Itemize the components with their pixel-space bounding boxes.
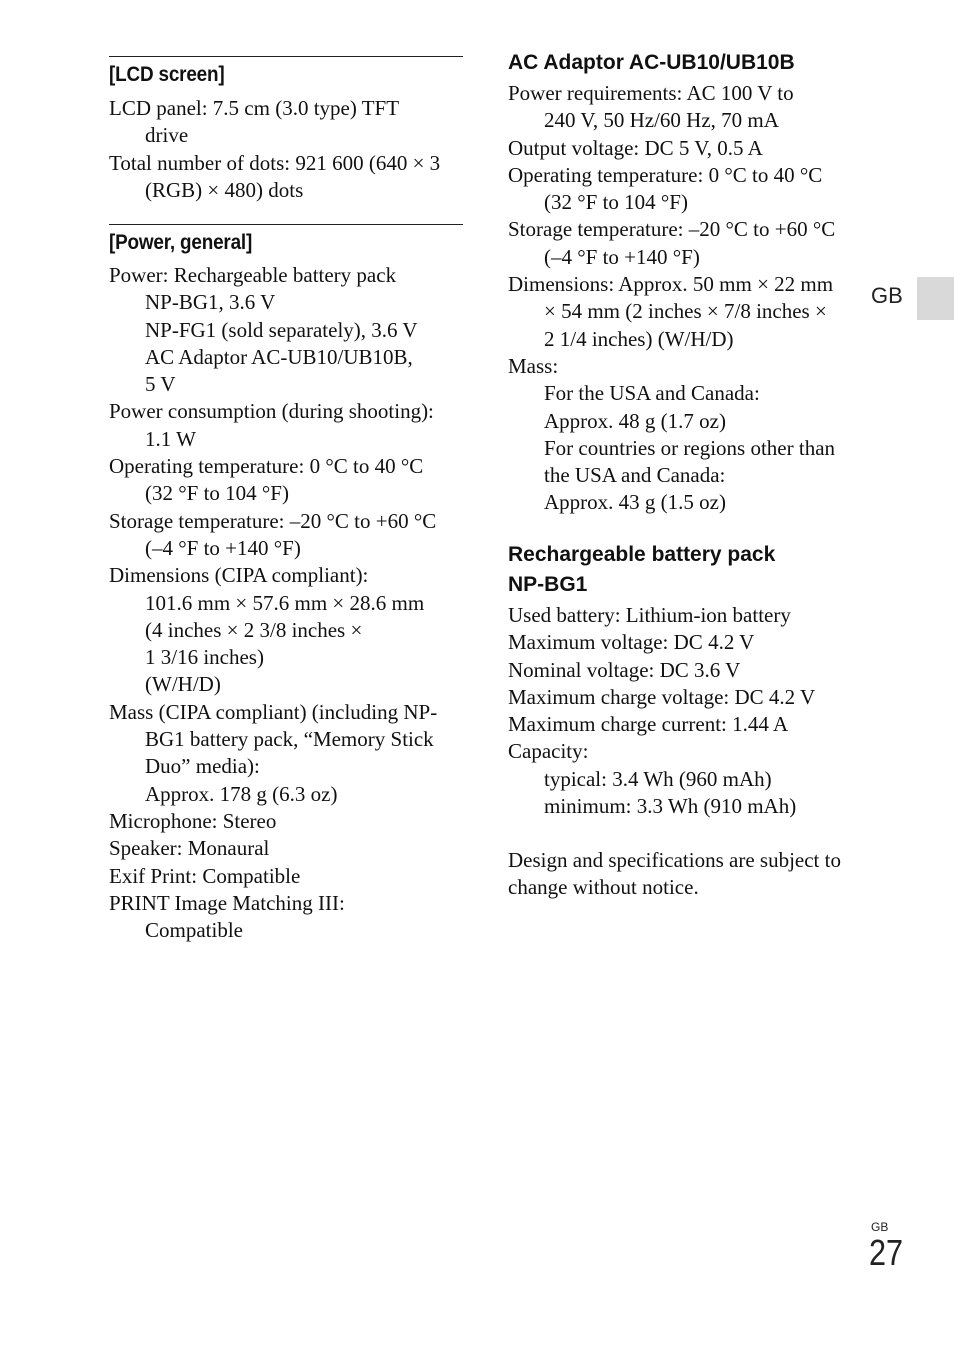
spec-line: Power consumption (during shooting): — [109, 399, 434, 424]
spec-line: Capacity: — [508, 739, 589, 764]
spec-line: Total number of dots: 921 600 (640 × 3 — [109, 150, 441, 175]
spec-line: (32 °F to 104 °F) — [145, 481, 289, 506]
spec-line: BG1 battery pack, “Memory Stick — [145, 727, 434, 752]
spec-line: AC Adaptor AC-UB10/UB10B, — [145, 344, 413, 369]
spec-line: Maximum charge voltage: DC 4.2 V — [508, 684, 816, 709]
lcd-screen-heading: [LCD screen] — [109, 63, 225, 86]
section-divider — [109, 56, 463, 57]
spec-line: Power requirements: AC 100 V to — [508, 81, 794, 105]
battery-pack-specs — [508, 602, 860, 820]
spec-line: 101.6 mm × 57.6 mm × 28.6 mm — [145, 590, 425, 615]
language-tab-label: GB — [871, 283, 903, 308]
notice-line: change without notice. — [508, 875, 699, 900]
spec-line: minimum: 3.3 Wh (910 mAh) — [544, 794, 797, 819]
spec-line: 1.1 W — [145, 426, 196, 451]
spec-line: Mass (CIPA compliant) (including NP- — [109, 699, 438, 724]
spec-line: (32 °F to 104 °F) — [544, 190, 688, 215]
spec-line: 1 3/16 inches) — [145, 645, 264, 670]
spec-line: the USA and Canada: — [544, 463, 726, 488]
battery-pack-heading-line: Rechargeable battery pack — [508, 543, 776, 566]
spec-line: Maximum charge current: 1.44 A — [508, 712, 789, 737]
spec-line: (–4 °F to +140 °F) — [544, 244, 700, 269]
spec-line: Approx. 43 g (1.5 oz) — [544, 490, 726, 515]
spec-line: Approx. 178 g (6.3 oz) — [145, 781, 338, 806]
page-number: 27 — [869, 1232, 904, 1273]
language-tab-marker — [917, 277, 954, 320]
spec-line: (–4 °F to +140 °F) — [145, 535, 301, 560]
ac-adaptor-heading: AC Adaptor AC-UB10/UB10B — [508, 51, 795, 74]
spec-line: Storage temperature: –20 °C to +60 °C — [109, 508, 437, 533]
battery-pack-heading-line: NP-BG1 — [508, 573, 588, 596]
power-general-specs — [109, 262, 463, 944]
spec-line: Output voltage: DC 5 V, 0.5 A — [508, 135, 763, 160]
spec-line: Approx. 48 g (1.7 oz) — [544, 408, 726, 433]
spec-line: Operating temperature: 0 °C to 40 °C — [508, 162, 823, 187]
spec-line: Used battery: Lithium-ion battery — [508, 603, 791, 627]
spec-line: Exif Print: Compatible — [109, 863, 301, 888]
lcd-screen-specs — [109, 95, 463, 204]
spec-line: Storage temperature: –20 °C to +60 °C — [508, 217, 836, 242]
ac-adaptor-specs — [508, 80, 860, 517]
spec-line: Nominal voltage: DC 3.6 V — [508, 657, 741, 682]
spec-line: × 54 mm (2 inches × 7/8 inches × — [544, 299, 827, 324]
spec-line: 5 V — [145, 372, 176, 397]
spec-line: Duo” media): — [145, 754, 260, 779]
page-region-code: GB — [871, 1220, 889, 1234]
spec-line: Maximum voltage: DC 4.2 V — [508, 630, 755, 655]
spec-line: For the USA and Canada: — [544, 381, 760, 406]
spec-line: (W/H/D) — [145, 672, 221, 697]
spec-line: NP-FG1 (sold separately), 3.6 V — [145, 317, 418, 342]
spec-line: drive — [145, 123, 189, 148]
notice-line: Design and specifications are subject to — [508, 848, 841, 872]
spec-line: For countries or regions other than — [544, 435, 836, 460]
spec-line: Power: Rechargeable battery pack — [109, 263, 397, 287]
spec-line: LCD panel: 7.5 cm (3.0 type) TFT — [109, 96, 400, 120]
spec-line: (RGB) × 480) dots — [145, 177, 304, 202]
power-general-heading: [Power, general] — [109, 231, 253, 254]
spec-line: Compatible — [145, 918, 243, 943]
spec-line: 240 V, 50 Hz/60 Hz, 70 mA — [544, 108, 779, 133]
spec-line: Dimensions (CIPA compliant): — [109, 563, 369, 588]
spec-line: PRINT Image Matching III: — [109, 890, 345, 915]
specification-notice — [508, 847, 860, 902]
spec-line: Dimensions: Approx. 50 mm × 22 mm — [508, 272, 834, 297]
spec-line: Speaker: Monaural — [109, 836, 270, 861]
spec-line: typical: 3.4 Wh (960 mAh) — [544, 766, 772, 791]
spec-line: 2 1/4 inches) (W/H/D) — [544, 326, 734, 351]
section-divider — [109, 224, 463, 225]
spec-line: Operating temperature: 0 °C to 40 °C — [109, 454, 424, 479]
spec-line: NP-BG1, 3.6 V — [145, 290, 276, 315]
spec-line: Mass: — [508, 353, 559, 378]
spec-line: Microphone: Stereo — [109, 808, 277, 833]
battery-pack-heading — [508, 540, 775, 600]
spec-line: (4 inches × 2 3/8 inches × — [145, 617, 363, 642]
